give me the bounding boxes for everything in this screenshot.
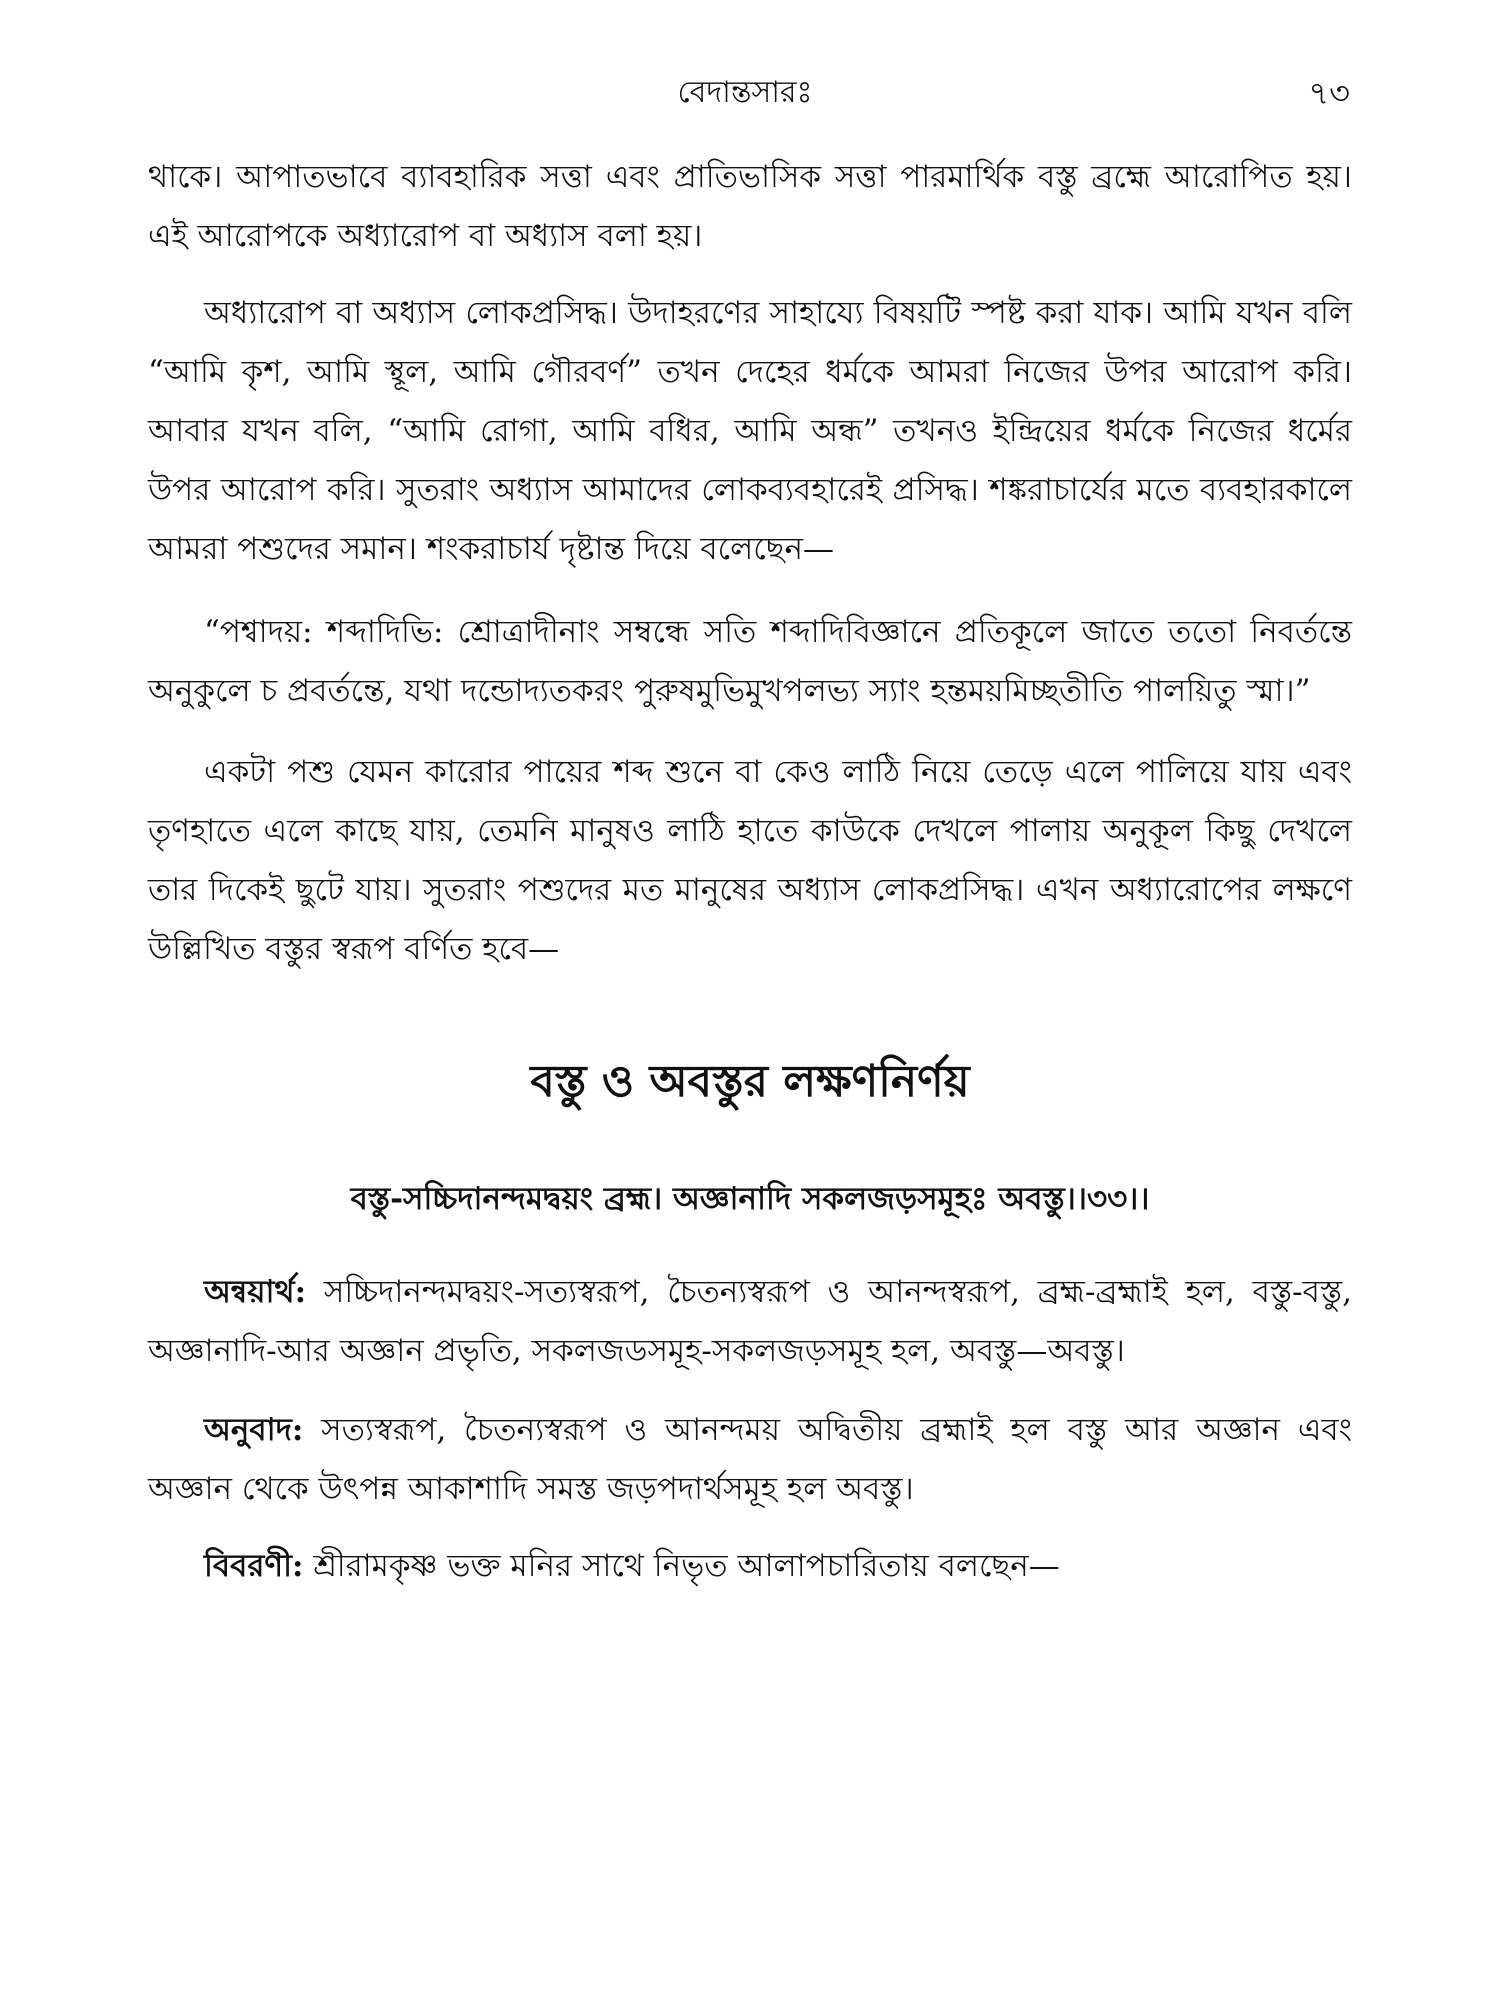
vivarani-label: বিবরণী: bbox=[204, 1548, 304, 1584]
paragraph-animal-example: একটা পশু যেমন কারোর পায়ের শব্দ শুনে বা কেও লাঠি নিয়ে তেড়ে এলে পালিয়ে যায় এবং তৃণহাতে এলে কাছে যায়, তেমনি মানুষও লাঠি হাতে কাউকে দেখলে পালায় অনুকূল কিছু দেখলে তার দিকেই ছুটে যায়। সুতরাং পশুদের মত মানুষের অধ্যাস লোকপ্রসিদ্ধ। এখন অধ্যারোপের লক্ষণে উল্লিখিত বস্তুর স্বরূপ বর্ণিত হবে— bbox=[148, 754, 1352, 967]
anvayartha-paragraph bbox=[148, 1263, 1352, 1381]
anuvad-text: সত্যস্বরূপ, চৈতন্যস্বরূপ ও আনন্দময় অদ্বিতীয় ব্রহ্মাই হল বস্তু আর অজ্ঞান এবং অজ্ঞান থেকে উৎপন্ন আকাশাদি সমস্ত জড়পদার্থসমূহ হল অবস্তু। bbox=[148, 1412, 1352, 1507]
vivarani-text: শ্রীরামকৃষ্ণ ভক্ত মনির সাথে নিভৃত আলাপচারিতায় বলছেন— bbox=[303, 1548, 1060, 1584]
paragraph-continuation: থাকে। আপাতভাবে ব্যাবহারিক সত্তা এবং প্রাতিভাসিক সত্তা পারমার্থিক বস্তু ব্রহ্মে আরোপিত হয়। এই আরোপকে অধ্যারোপ বা অধ্যাস বলা হয়। bbox=[148, 159, 1352, 254]
quote-shankaracharya: “পশ্বাদয়: শব্দাদিভি: শ্রোত্রাদীনাং সম্বন্ধে সতি শব্দাদিবিজ্ঞানে প্রতিকূলে জাতে ততো নিবর্তন্তে অনুকুলে চ প্রবর্তন্তে, যথা দন্ডোদ্যতকরং পুরুষমুভিমুখপলভ্য স্যাং হন্তময়মিচ্ছতীতি পালয়িতু স্মা।” bbox=[148, 614, 1352, 709]
section-heading: বস্তু ও অবস্তুর লক্ষণনির্ণয় bbox=[530, 1056, 970, 1107]
anuvad-label: অনুবাদ: bbox=[204, 1412, 304, 1448]
running-head bbox=[140, 68, 1350, 118]
sutra-verse: বস্তু-সচ্চিদানন্দমদ্বয়ং ব্রহ্ম। অজ্ঞানাদি সকলজড়সমূহঃ অবস্তু।।৩৩।। bbox=[350, 1181, 1150, 1217]
vivarani-paragraph bbox=[148, 1537, 1352, 1596]
page-number: ৭৩ bbox=[1308, 74, 1350, 112]
anuvad-paragraph bbox=[148, 1401, 1352, 1519]
page-content bbox=[148, 148, 1352, 1596]
anvayartha-label: অন্বয়ার্থ: bbox=[204, 1274, 307, 1310]
anvayartha-text: সচ্চিদানন্দমদ্বয়ং-সত্যস্বরূপ, চৈতন্যস্বরূপ ও আনন্দস্বরূপ, ব্রহ্ম-ব্রহ্মাই হল, বস্তু-বস্তু, অজ্ঞানাদি-আর অজ্ঞান প্রভৃতি, সকলজডসমূহ-সকলজড়সমূহ হল, অবস্তু—অবস্তু। bbox=[148, 1274, 1352, 1369]
header-title: বেদান্তসারঃ bbox=[677, 75, 813, 110]
paragraph-adhyaropa: অধ্যারোপ বা অধ্যাস লোকপ্রসিদ্ধ। উদাহরণের সাহায্যে বিষয়টি স্পষ্ট করা যাক। আমি যখন বলি “আমি কৃশ, আমি স্থূল, আমি গৌরবর্ণ” তখন দেহের ধর্মকে আমরা নিজের উপর আরোপ করি। আবার যখন বলি, “আমি রোগা, আমি বধির, আমি অন্ধ” তখনও ইন্দ্রিয়ের ধর্মকে নিজের ধর্মের উপর আরোপ করি। সুতরাং অধ্যাস আমাদের লোকব্যবহারেই প্রসিদ্ধ। শঙ্করাচার্যের মতে ব্যবহারকালে আমরা পশুদের সমান। শংকরাচার্য দৃষ্টান্ত দিয়ে বলেছেন— bbox=[148, 295, 1352, 567]
